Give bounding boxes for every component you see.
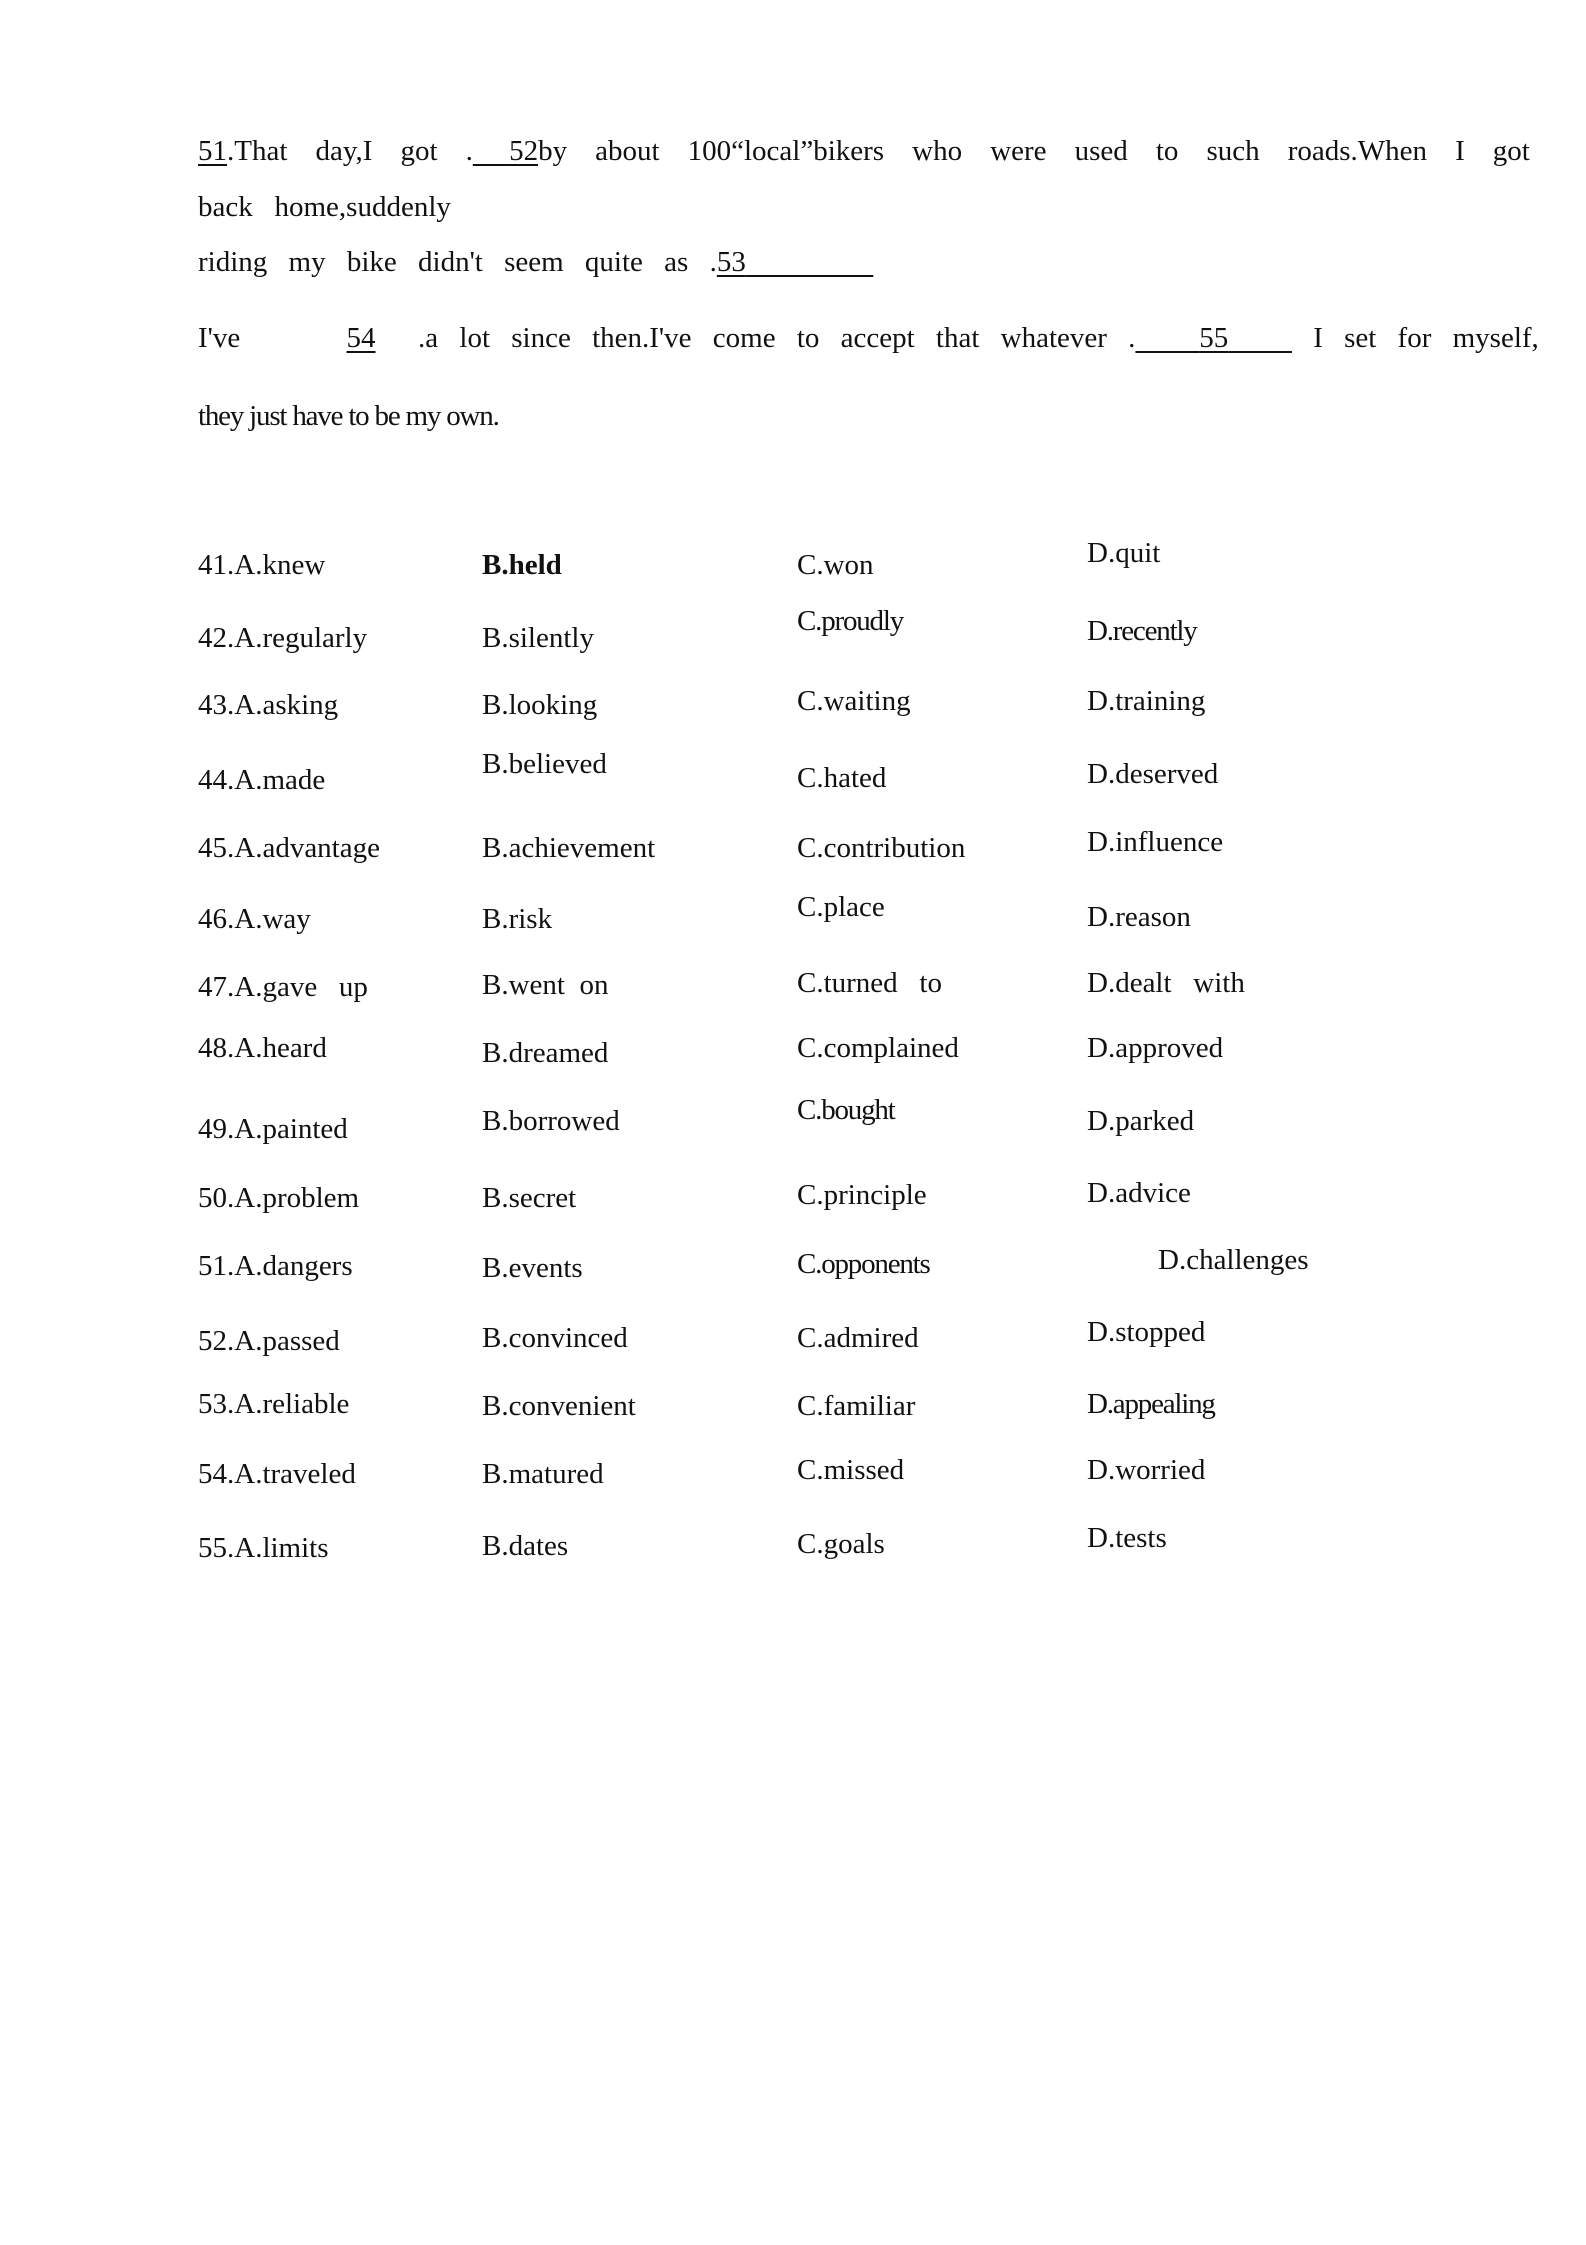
- option-52-d: D.stopped: [1087, 1316, 1206, 1348]
- option-54-a: 54.A.traveled: [198, 1458, 356, 1490]
- option-47-a: 47.A.gave up: [198, 971, 368, 1003]
- option-53-c: C.familiar: [797, 1390, 916, 1422]
- option-52-b: B.convinced: [482, 1322, 628, 1354]
- option-46-b: B.risk: [482, 903, 553, 935]
- option-49-a: 49.A.painted: [198, 1113, 348, 1145]
- option-47-d: D.dealt with: [1087, 967, 1245, 999]
- option-41-b: B.held: [482, 549, 562, 581]
- option-45-b: B.achievement: [482, 832, 656, 864]
- option-51-b: B.events: [482, 1252, 583, 1284]
- option-55-d: D.tests: [1087, 1522, 1167, 1554]
- blank-53: 53: [716, 246, 746, 278]
- option-44-c: C.hated: [797, 762, 887, 794]
- option-50-d: D.advice: [1087, 1177, 1191, 1209]
- option-45-d: D.influence: [1087, 826, 1224, 858]
- option-53-a: 53.A.reliable: [198, 1388, 350, 1420]
- option-42-d: D.recently: [1087, 615, 1197, 647]
- option-51-d: D.challenges: [1158, 1244, 1309, 1276]
- option-52-a: 52.A.passed: [198, 1325, 340, 1357]
- option-47-c: C.turned to: [797, 967, 942, 999]
- option-46-d: D.reason: [1087, 901, 1191, 933]
- option-54-b: B.matured: [482, 1458, 604, 1490]
- option-48-d: D.approved: [1087, 1032, 1224, 1064]
- option-44-b: B.believed: [482, 748, 607, 780]
- option-45-a: 45.A.advantage: [198, 832, 380, 864]
- option-44-a: 44.A.made: [198, 764, 326, 796]
- option-42-a: 42.A.regularly: [198, 622, 368, 654]
- blank-54: 54: [346, 322, 376, 354]
- option-51-a: 51.A.dangers: [198, 1250, 353, 1282]
- option-41-a: 41.A.knew: [198, 549, 326, 581]
- option-49-c: C.bought: [797, 1094, 895, 1126]
- option-49-b: B.borrowed: [482, 1105, 620, 1137]
- option-46-c: C.place: [797, 891, 885, 923]
- passage-line-4: I've 54 .a lot since then.I've come to accept that whatever . 55 I set for myself,: [198, 322, 1539, 354]
- option-54-c: C.missed: [797, 1454, 905, 1486]
- option-45-c: C.contribution: [797, 832, 966, 864]
- option-47-b: B.went on: [482, 969, 609, 1001]
- passage-line-3: riding my bike didn't seem quite as .53: [198, 248, 873, 277]
- option-42-c: C.proudly: [797, 605, 904, 637]
- passage-line-1: 51.That day,I got . 52by about 100“local”bikers who were used to such roads.When I got: [198, 135, 1530, 167]
- option-50-a: 50.A.problem: [198, 1182, 360, 1214]
- option-48-b: B.dreamed: [482, 1037, 609, 1069]
- option-54-d: D.worried: [1087, 1454, 1206, 1486]
- option-48-c: C.complained: [797, 1032, 959, 1064]
- option-50-b: B.secret: [482, 1182, 577, 1214]
- passage-line-5: they just have to be my own.: [198, 400, 499, 432]
- option-41-c: C.won: [797, 549, 874, 581]
- passage-line-2: back home,suddenly: [198, 191, 451, 223]
- option-43-b: B.looking: [482, 689, 598, 721]
- option-55-a: 55.A.limits: [198, 1532, 329, 1564]
- option-50-c: C.principle: [797, 1179, 927, 1211]
- option-53-d: D.appealing: [1087, 1388, 1215, 1420]
- option-51-c: C.opponents: [797, 1248, 930, 1280]
- blank-51: 51: [198, 135, 227, 167]
- option-43-d: D.training: [1087, 685, 1206, 717]
- option-41-d: D.quit: [1087, 537, 1161, 569]
- option-46-a: 46.A.way: [198, 903, 311, 935]
- option-43-c: C.waiting: [797, 685, 911, 717]
- option-52-c: C.admired: [797, 1322, 919, 1354]
- option-42-b: B.silently: [482, 622, 594, 654]
- option-44-d: D.deserved: [1087, 758, 1219, 790]
- option-53-b: B.convenient: [482, 1390, 636, 1422]
- option-48-a: 48.A.heard: [198, 1032, 327, 1064]
- option-43-a: 43.A.asking: [198, 689, 339, 721]
- blank-55: 55: [1199, 322, 1229, 354]
- option-55-b: B.dates: [482, 1530, 569, 1562]
- option-49-d: D.parked: [1087, 1105, 1195, 1137]
- option-55-c: C.goals: [797, 1528, 885, 1560]
- blank-52: 52: [509, 135, 539, 167]
